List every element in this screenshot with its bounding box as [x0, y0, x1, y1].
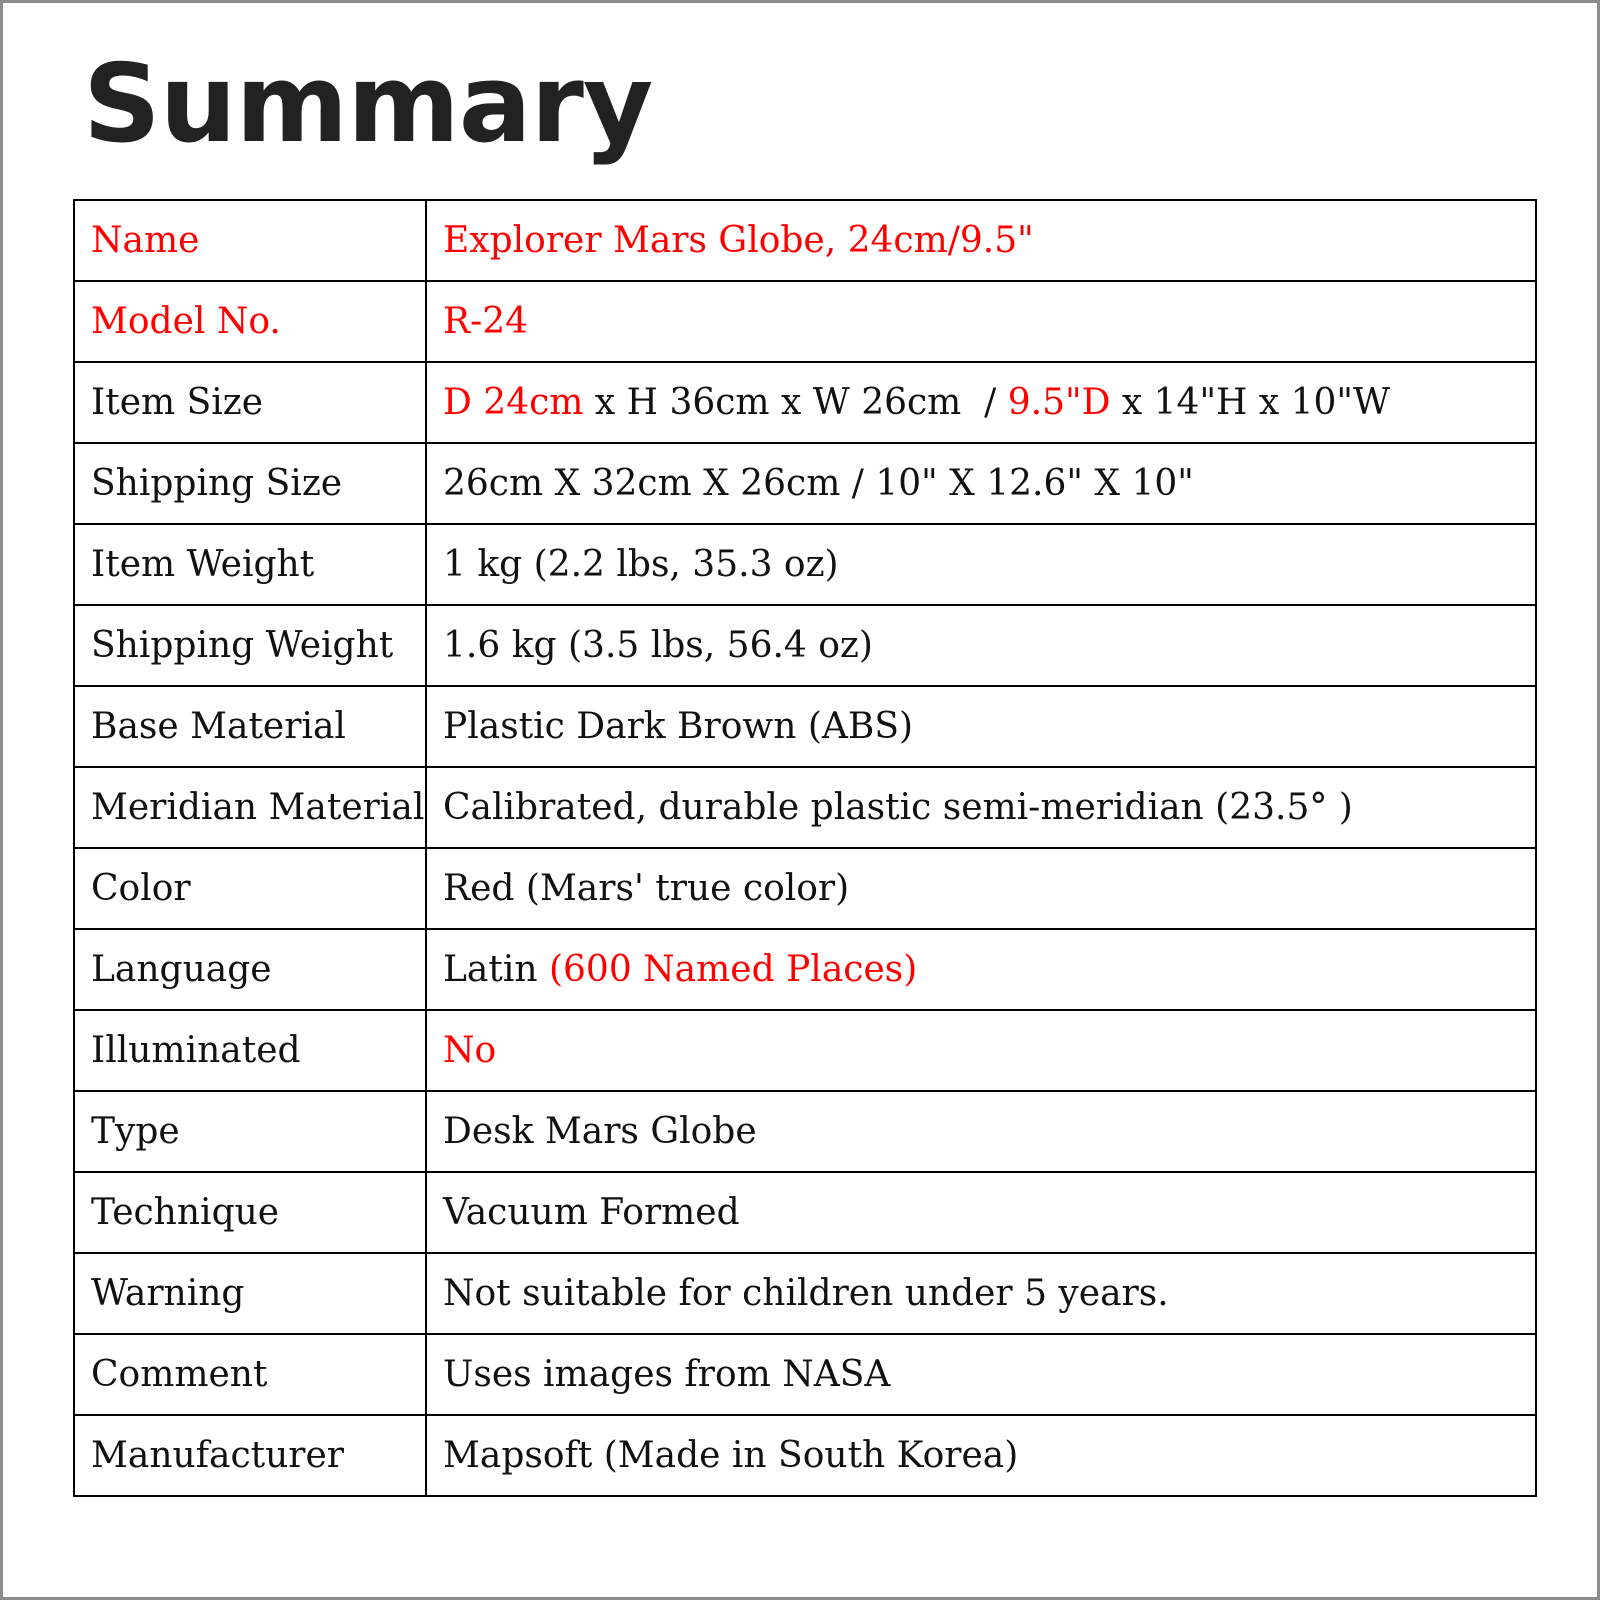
row-value: Vacuum Formed — [426, 1172, 1536, 1253]
table-row-shipping-weight — [74, 605, 1536, 686]
table-row-illuminated — [74, 1010, 1536, 1091]
row-value: Mapsoft (Made in South Korea) — [426, 1415, 1536, 1496]
table-row-warning — [74, 1253, 1536, 1334]
row-label: Meridian Material — [74, 767, 426, 848]
row-value — [426, 362, 1536, 443]
row-label: Type — [74, 1091, 426, 1172]
row-value: Red (Mars' true color) — [426, 848, 1536, 929]
row-value: Not suitable for children under 5 years. — [426, 1253, 1536, 1334]
value-part-highlight: (600 Named Places) — [548, 949, 918, 990]
row-value: 26cm X 32cm X 26cm / 10" X 12.6" X 10" — [426, 443, 1536, 524]
value-part-highlight: 9.5"D — [1007, 382, 1111, 423]
row-value: Explorer Mars Globe, 24cm/9.5" — [426, 200, 1536, 281]
row-value: Calibrated, durable plastic semi-meridian (23.5° ) — [426, 767, 1536, 848]
table-row-comment — [74, 1334, 1536, 1415]
page-title: Summary — [83, 42, 653, 167]
row-label: Language — [74, 929, 426, 1010]
row-label: Name — [74, 200, 426, 281]
row-label: Comment — [74, 1334, 426, 1415]
table-row-type — [74, 1091, 1536, 1172]
row-value: Plastic Dark Brown (ABS) — [426, 686, 1536, 767]
row-label: Item Weight — [74, 524, 426, 605]
row-label: Shipping Size — [74, 443, 426, 524]
summary-table — [73, 199, 1537, 1497]
table-row-model-no — [74, 281, 1536, 362]
row-value: R-24 — [426, 281, 1536, 362]
table-row-meridian-material — [74, 767, 1536, 848]
row-label: Base Material — [74, 686, 426, 767]
table-row-item-size — [74, 362, 1536, 443]
row-label: Warning — [74, 1253, 426, 1334]
table-row-base-material — [74, 686, 1536, 767]
row-label: Manufacturer — [74, 1415, 426, 1496]
table-row-shipping-size — [74, 443, 1536, 524]
row-value: Uses images from NASA — [426, 1334, 1536, 1415]
table-row-item-weight — [74, 524, 1536, 605]
value-part-highlight: D 24cm — [443, 382, 584, 423]
row-label: Illuminated — [74, 1010, 426, 1091]
value-part: Latin — [443, 949, 549, 990]
row-label: Shipping Weight — [74, 605, 426, 686]
row-label: Item Size — [74, 362, 426, 443]
value-part: x H 36cm x W 26cm / — [583, 382, 1008, 423]
row-label: Technique — [74, 1172, 426, 1253]
table-row-technique — [74, 1172, 1536, 1253]
row-label: Model No. — [74, 281, 426, 362]
row-value — [426, 929, 1536, 1010]
value-part: x 14"H x 10"W — [1110, 382, 1390, 423]
row-label: Color — [74, 848, 426, 929]
row-value: Desk Mars Globe — [426, 1091, 1536, 1172]
table-row-language — [74, 929, 1536, 1010]
row-value: No — [426, 1010, 1536, 1091]
table-row-name — [74, 200, 1536, 281]
table-row-manufacturer — [74, 1415, 1536, 1496]
row-value: 1 kg (2.2 lbs, 35.3 oz) — [426, 524, 1536, 605]
table-row-color — [74, 848, 1536, 929]
row-value: 1.6 kg (3.5 lbs, 56.4 oz) — [426, 605, 1536, 686]
